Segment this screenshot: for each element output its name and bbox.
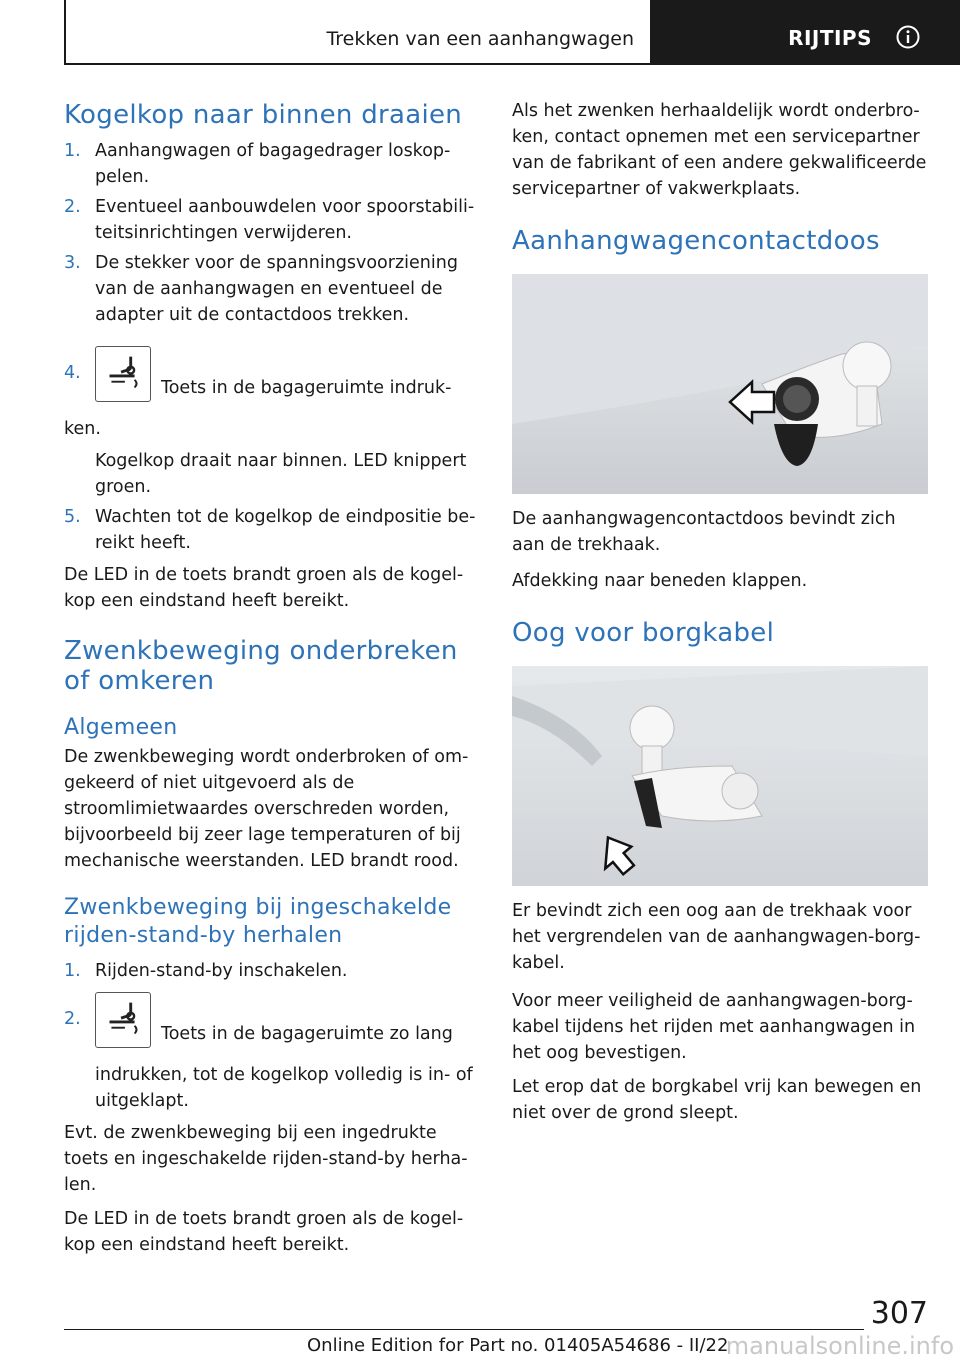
list-item: 5. Wachten tot de kogelkop de eindpositie bereikt heeft.	[64, 507, 476, 553]
paragraph-letop: Let erop dat de borgkabel vrij kan bewegen en niet over de grond sleept.	[512, 1077, 922, 1123]
heading-zwenk: Zwenkbeweging onderbreken of omkeren	[64, 636, 458, 696]
paragraph-led-2: De LED in de toets brandt groen als de kogelkop een eindstand heeft bereikt.	[64, 1209, 464, 1255]
heading-algemeen: Algemeen	[64, 715, 178, 740]
list-item: 1. Aanhangwagen of bagagedrager loskoppelen.	[64, 141, 451, 187]
paragraph-veiligheid: Voor meer veiligheid de aanhangwagen-borgkabel tijdens het rijden met aanhangwagen in het oog bevestigen.	[512, 991, 916, 1063]
edition-text: Online Edition for Part no. 01405A54686 - II/22	[307, 1335, 729, 1356]
step-list-1	[64, 138, 476, 556]
eye-photo	[512, 666, 928, 886]
heading-contactdoos: Aanhangwagencontactdoos	[512, 226, 880, 256]
step-list-2	[64, 958, 476, 1114]
paragraph-contactdoos: De aanhangwagencontactdoos bevindt zich aan de trekhaak.	[512, 509, 896, 555]
page-header	[0, 0, 960, 66]
heading-herhalen: Zwenkbeweging bij ingeschakelde rijden-stand-by herhalen	[64, 895, 452, 948]
section-label: RIJTIPS	[788, 26, 872, 50]
list-item: 4. Toets in de bagageruimte indrukken. Kogelkop draait naar binnen. LED knippert groen.	[64, 346, 476, 500]
watermark: manualsonline.info	[725, 1332, 954, 1360]
footer-rule	[64, 1329, 864, 1330]
paragraph-led-1: De LED in de toets brandt groen als de kogelkop een eindstand heeft bereikt.	[64, 565, 464, 611]
heading-oog: Oog voor borgkabel	[512, 618, 775, 648]
paragraph-service: Als het zwenken herhaaldelijk wordt onderbroken, contact opnemen met een servicepartner van de fabrikant of een andere gekwalificeerde servicepartner of vakwerkplaats.	[512, 101, 927, 199]
heading-kogelkop: Kogelkop naar binnen draaien	[64, 100, 463, 130]
right-column	[512, 98, 928, 1126]
list-item: 3. De stekker voor de spanningsvoorziening van de aanhangwagen en eventueel de adapter uit de contactdoos trekken.	[64, 253, 458, 325]
chapter-title: Trekken van een aanhangwagen	[326, 28, 634, 50]
list-item: 2. Eventueel aanbouwdelen voor spoorstabiliteitsinrichtingen verwijderen.	[64, 197, 475, 243]
page-number: 307	[870, 1296, 928, 1331]
socket-photo	[512, 274, 928, 494]
header-bottom-rule	[64, 63, 650, 65]
trailer-hitch-button-icon	[95, 346, 151, 402]
paragraph-oog: Er bevindt zich een oog aan de trekhaak voor het vergrendelen van de aanhangwagen-borgkabel.	[512, 901, 921, 973]
left-column	[64, 98, 476, 1258]
info-circle-icon	[896, 25, 920, 49]
trailer-hitch-button-icon	[95, 992, 151, 1048]
paragraph-algemeen: De zwenkbeweging wordt onderbroken of omgekeerd of niet uitgevoerd als de stroomlimietwaardes overschreden worden, bijvoorbeeld bij zeer lage temperaturen of bij mechanische weerstanden. LED brandt rood.	[64, 747, 469, 871]
list-item: 1. Rijden-stand-by inschakelen.	[64, 961, 348, 981]
list-item: 2. Toets in de bagageruimte zo lang indrukken, tot de kogelkop volledig is in- of uitgeklapt.	[64, 992, 476, 1114]
paragraph-afdekking: Afdekking naar beneden klappen.	[512, 571, 808, 591]
paragraph-evt: Evt. de zwenkbeweging bij een ingedrukte toets en ingeschakelde rijden-stand-by herhalen.	[64, 1123, 468, 1195]
header-left-rule	[64, 0, 66, 64]
